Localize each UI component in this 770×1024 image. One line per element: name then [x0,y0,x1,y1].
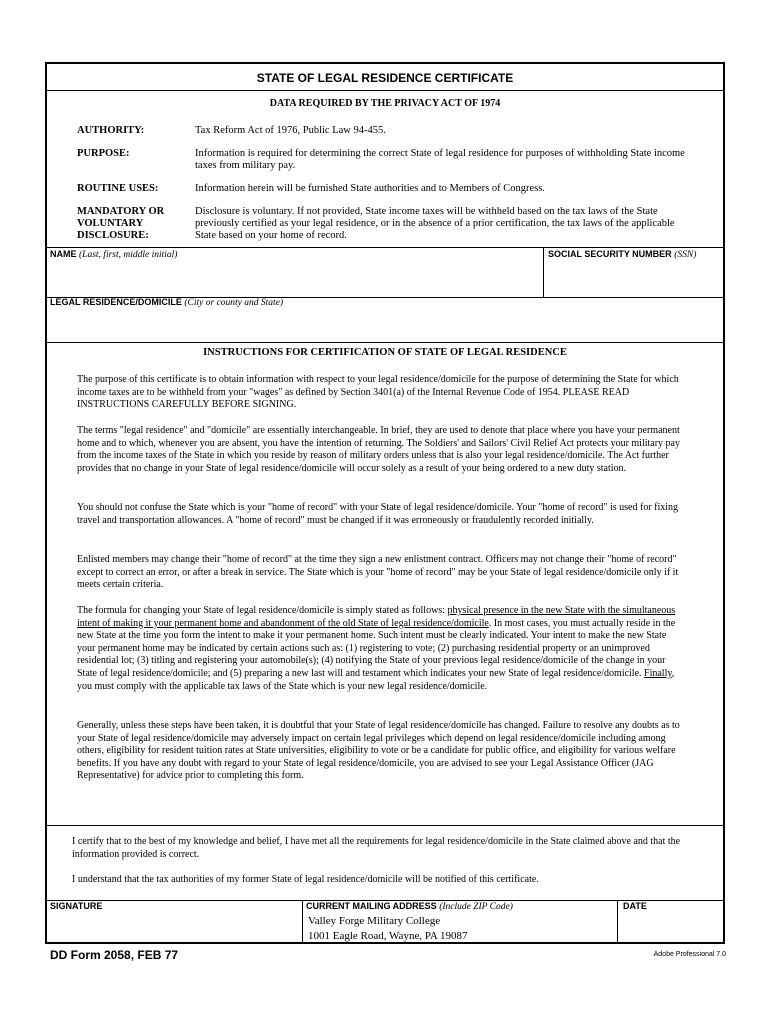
mailing-address-field[interactable] [308,914,613,944]
form-title: STATE OF LEGAL RESIDENCE CERTIFICATE [256,71,514,85]
privacy-act-title: DATA REQUIRED BY THE PRIVACY ACT OF 1974 [269,98,501,109]
voluntary-label-line: VOLUNTARY [77,218,144,229]
date-field[interactable] [623,916,719,942]
legal-residence-field[interactable] [53,316,713,336]
routine-uses-label: ROUTINE USES: [77,183,159,194]
address-hint: (Include ZIP Code) [439,902,513,912]
instructions-paragraph-1: The purpose of this certificate is to obtain information with respect to your legal residence/domicile for the purpose of determining the State for which income taxes are to be withheld from your "wages" as defined by Section 3401(a) of the Internal Revenue Code of 1954. PLEASE READ INSTRUCTIONS CAREFULLY BEFORE SIGNING. [77,374,679,411]
mandatory-voluntary-label [77,206,187,242]
mandatory-voluntary-text: Disclosure is voluntary. If not provided, State income taxes will be withheld based on the tax laws of the State previously certified as your legal residence, or in the absence of a prior certification, the tax laws of the applicable State based on your home of record. [195,206,675,241]
ssn-hint: (SSN) [674,250,697,260]
form-number: DD Form 2058, FEB 77 [50,948,179,962]
p5-text-c: , you must comply with the applicable tax laws of the State which is your new legal residence/domicile. [77,667,675,692]
divider [47,342,723,343]
adobe-version-label: Adobe Professional 7.0 [653,951,726,958]
date-label: DATE [623,901,647,911]
authority-label: AUTHORITY: [77,125,145,136]
certification-statement-2: I understand that the tax authorities of my former State of legal residence/domicile will be notified of this certificate. [72,874,539,885]
state-of-legal-residence-form [45,62,725,944]
name-label: NAME [50,249,77,259]
p5-underlined-formula: physical presence in the new State with the simultaneous intent of making it your permanent home and abandonment of the old State of legal residence/domicile [77,605,676,629]
ssn-field[interactable] [551,268,719,288]
address-line-1: Valley Forge Military College [308,915,441,927]
address-line-2: 1001 Eagle Road, Wayne, PA 19087 [308,930,468,942]
name-field[interactable] [53,268,533,288]
instructions-paragraph-5 [77,605,683,693]
name-hint: (Last, first, middle initial) [79,250,178,260]
residence-field-label [50,297,283,308]
purpose-label: PURPOSE: [77,148,130,159]
mandatory-label-line: MANDATORY OR [77,206,165,217]
residence-hint: (City or county and State) [184,298,284,308]
residence-label: LEGAL RESIDENCE/DOMICILE [50,297,182,307]
address-label: CURRENT MAILING ADDRESS [306,901,437,911]
disclosure-label-line: DISCLOSURE: [77,230,149,241]
instructions-paragraph-6: Generally, unless these steps have been taken, it is doubtful that your State of legal residence/domicile has changed. Failure to resolve any doubts as to your State of legal residence/domicile may adversely impact on certain legal privileges which depend on legal residence/domicile including among others, eligibility for resident tuition rates at State universities, eligibility to vote or be a candidate for public office, and eligibility for various welfare benefits. If you have any doubt with regard to your State of legal residence/domicile, you are advised to see your Legal Assistance Officer (JAG Representative) for advice prior to completing this form. [77,720,680,782]
instructions-title: INSTRUCTIONS FOR CERTIFICATION OF STATE OF LEGAL RESIDENCE [203,347,567,358]
divider [543,247,544,297]
certification-statement-1: I certify that to the best of my knowledge and belief, I have met all the requirements for legal residence/domicile in the State claimed above and that the information provided is correct. [72,836,681,860]
authority-text: Tax Reform Act of 1976, Public Law 94-455. [195,125,386,136]
instructions-paragraph-4: Enlisted members may change their "home of record" at the time they sign a new enlistment contract. Officers may not change their "home of record" except to correct an error, or after a break in service. The State which is your "home of record" may be your State of legal residence/domicile only if it meets certain criteria. [77,554,679,591]
ssn-label: SOCIAL SECURITY NUMBER [548,249,672,259]
divider [302,900,303,944]
signature-label: SIGNATURE [50,901,103,911]
p5-text-b: . In most cases, you must actually reside in the new State at the time you form the intent to make it your permanent home. Such intent must be clearly indicated. Your intent to make the new State your permanent home may be indicated by certain actions such as: (1) registering to vote; (2) purchasing residential property or an unimproved residential lot; (3) titling and registering your automobile(s); (4) notifying the State of your previous legal residence/domicile of the change in your State of legal residence/domicile; and (5) preparing a new last will and testament which indicates your new State of legal residence/domicile. [77,617,676,679]
address-field-label [306,901,513,912]
p5-text-a: The formula for changing your State of legal residence/domicile is simply stated as follows: [77,605,448,616]
divider [617,900,618,944]
divider [47,247,723,248]
signature-field[interactable] [51,916,297,942]
ssn-field-label [548,249,696,260]
instructions-paragraph-3: You should not confuse the State which is your "home of record" with your State of legal residence/domicile. Your "home of record" is used for fixing travel and transportation allowances. A "home of record" must be changed if it was erroneously or fraudulently recorded initially. [77,502,679,526]
p5-underlined-finally: Finally [644,667,672,679]
divider [47,90,723,91]
purpose-text: Information is required for determining the correct State of legal residence for purposes of withholding State income taxes from military pay. [195,148,685,171]
name-field-label [50,249,177,260]
divider [47,825,723,826]
routine-uses-text: Information herein will be furnished State authorities and to Members of Congress. [195,183,545,194]
instructions-paragraph-2: The terms "legal residence" and "domicile" are essentially interchangeable. In brief, they are used to denote that place where you have your permanent home and to which, whenever you are absent, you have the intention of returning. The Soldiers' and Sailors' Civil Relief Act protects your military pay from the income taxes of the State in which you reside by reason of military orders unless that is also your legal residence/domicile. The Act further provides that no change in your State of legal residence/domicile will occur solely as a result of your being ordered to a new duty station. [77,425,680,474]
